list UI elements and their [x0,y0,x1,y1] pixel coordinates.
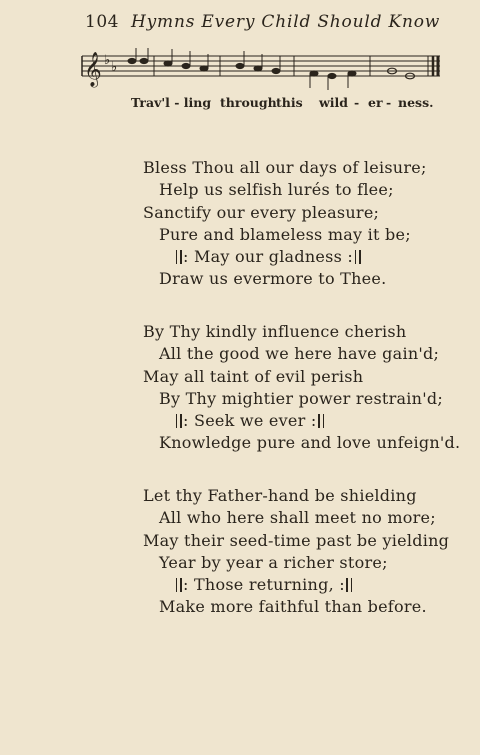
verse-line: Year by year a richer store; [159,553,388,572]
verse-line: By Thy kindly influence cherish [143,322,407,341]
verse-line: Let thy Father-hand be shielding [143,486,417,505]
repeat-sign-icon [359,250,361,264]
lyric-syllable: - [354,95,360,110]
verse-line: Draw us evermore to Thee. [159,269,387,288]
page-number: 104 [85,12,119,32]
repeat-sign-icon [323,414,325,428]
repeat-sign-icon [318,414,320,428]
repeat-text: : Those returning, : [183,575,345,594]
verse-line: May their seed-time past be yielding [143,531,450,550]
repeat-sign-icon [176,578,178,592]
verse-line: Knowledge pure and love unfeign'd. [159,433,461,452]
repeat-sign-icon [176,414,178,428]
flat-icon: ♭ [104,53,111,68]
repeat-sign-icon [176,250,178,264]
verse-line: Make more faithful than before. [159,597,427,616]
lyric-syllable: wild [319,95,348,110]
lyric-syllable: er [368,95,383,110]
verse-line: Sanctify our every pleasure; [143,203,380,222]
repeat-sign-icon [180,578,182,592]
running-title: Hymns Every Child Should Know [131,12,441,32]
lyric-syllable: ness. [398,95,434,110]
repeat-sign-icon [355,250,357,264]
lyric-syllable: - [386,95,392,110]
repeat-text: : Seek we ever : [183,411,317,430]
repeat-sign-icon [180,250,182,264]
verse-line: All the good we here have gain'd; [159,344,440,363]
repeat-sign-icon [351,578,353,592]
verse-line: May all taint of evil perish [143,367,364,386]
verse-line: By Thy mightier power restrain'd; [159,389,443,408]
verse-line: All who here shall meet no more; [159,508,436,527]
repeat-sign-icon [346,578,348,592]
verse-line: Bless Thou all our days of leisure; [143,158,427,177]
lyric-syllable: this [276,95,303,110]
repeat-text: : May our gladness : [183,247,354,266]
lyric-syllable: Trav'l - ling [131,95,212,110]
repeat-sign-icon [180,414,182,428]
flat-icon: ♭ [111,60,118,75]
music-staff [80,48,442,96]
verse-line: Pure and blameless may it be; [159,225,411,244]
repeat-line [174,575,354,594]
verse-line: Help us selfish lurés to flee; [159,180,394,199]
notes [128,48,415,90]
repeat-line [174,247,362,266]
repeat-line [174,411,326,430]
running-header [85,12,441,36]
lyric-syllable: through [220,95,277,110]
treble-clef-icon: 𝄞 [84,52,102,87]
